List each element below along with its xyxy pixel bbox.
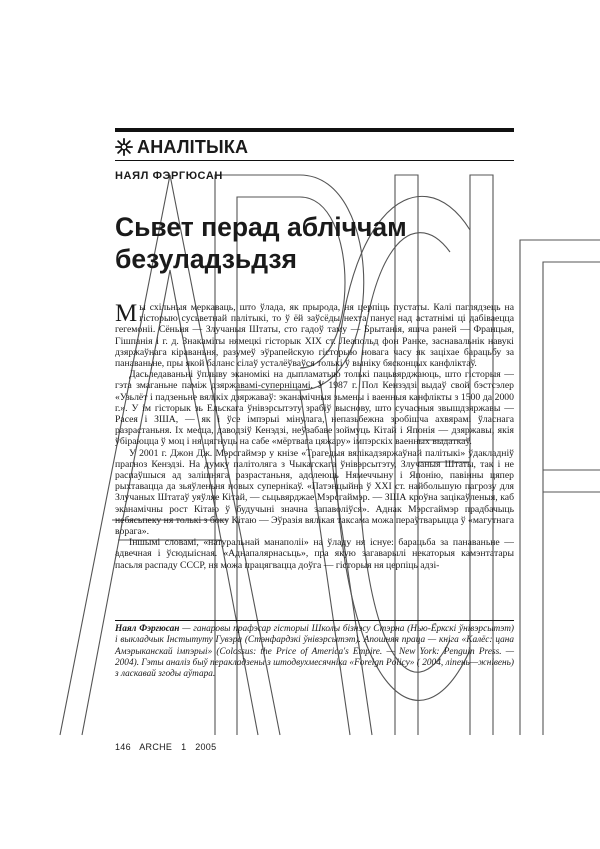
- author-footnote: [115, 624, 514, 680]
- body-paragraph-text: ы схільныя меркаваць, што ўлада, як прырода, ня церпіць пустаты. Калі паглядзець на гісторыю сусьветнай палітыкі, то ў ёй заўсёды нехта панує над астатнімі ці дабіваецца гегемоніі. Сёньня — Злучаныя Штаты, сто гадоў таму — Брытанія, яшча раней — Францыя, Гішпанія і г. д. Знакаміты нямецкі гісторык XIX ст. Леапольд фон Ранке, заснавальнік навукі дзяржаўнага кіраваньня, разумеў эўрапейскую гісторыю новага часу як заціхае барацьбу за панаваньне, пры якой баланс сілаў усталёўваўся толькі ў выніку бясконцых канфліктаў.: [115, 302, 514, 370]
- body-paragraph: Дасьледаваньні ўплыву эканомікі на дыпламатыю толькі пацьвярджаюць, што гісторыя — гэта змаганьне паміж дзяржавамі-суперніцамі. У 1987 г. Пол Кензэдзі выдаў свой бэстсэлер «Узьлёт і падзеньне вялікіх дзяржаваў: эканамічныя зьмены і ваенныя канфлікты з 1500 да 2000 г.». У ім гісторык зь Ельскага ўнівэрсытэту зрабіў выснову, што сучасныя звышдзяржавы — Расея і ЗША, — як і ўсе імпэрыі мінулага, непазьбежна зробішча ахвярамі ўласнага разрастаньня. Іх месца, даводзіў Кенэдзі, неўзабаве зоймуць Кітай і Японія — дзяржавы, якія ўбіраюцца ў моц і ня цягнуць на сабе «мёртвага цяжару» імпэрскіх ваенных выдаткаў.: [115, 369, 514, 448]
- footnote-author: Наял Фэргюсан: [115, 624, 180, 634]
- journal-name: ARCHE: [139, 742, 173, 752]
- article-title-line: безуладзьдзя: [115, 244, 297, 274]
- footnote-divider: [115, 620, 514, 621]
- page-number: 146: [115, 742, 131, 752]
- body-paragraph: У 2001 г. Джон Дж. Мэрсгаймэр у кнізе «Трагедыя вялікадзяржаўнай палітыкі» ўдакладніў прагноз Кенэдзі. На думку палітоляга з Чыкагскага ўнівэрсытэту, Злучаныя Штаты, так і не распаўшыся ад залішняга разрастаньня, адолеюць Нямеччыну і Японію, павінны цяпер рыхтавацца да зьяўленьня новых супернікаў. «Патэнцыйна ў XXI ст. найбольшую пагрозу для Злучаных Штатаў уяўляе Кітай, — сьцьвярджае Мэрсгаймэр. — ЗША кроўна зацікаўленыя, каб эканамічны рост Кітаю ў будучыні значна запаволіўся». Аднак Мэрсгаймэр прадбачыць небясьпеку ня толькі з боку Кітаю — Эўразія вялікая таксама можа пераўтварыцца ў «магутнага ворага».: [115, 447, 514, 538]
- top-rule: [115, 128, 514, 132]
- section-header: [115, 136, 514, 158]
- article-title: [115, 211, 514, 275]
- article-title-line: Сьвет перад абліччам: [115, 212, 407, 242]
- article-author: НАЯЛ ФЭРГЮСАН: [115, 170, 223, 182]
- body-paragraph: [115, 302, 514, 369]
- issue-number: 1: [181, 742, 187, 752]
- footnote-text: — ганаровы прафэсар гісторыі Школы бізнэсу Стэрна (Нью-Ёркскі ўнівэрсытэт) і выкладчык Інстытуту Гувэра (Стэнфардзкі ўнівэрсытэт). Апошняя праца — кніга «Калёс: цана Амэрыканскай імпэрыі» (Colossus: the Price of America's Empire. — New York: Penguin Press. — 2004). Гэты аналіз быў перакладзены з штодвухмесячніка «Foreign Policy» ( 2004, ліпень—жнівень) з ласкавай згоды аўтара.: [115, 624, 515, 680]
- issue-year: 2005: [195, 742, 217, 752]
- section-title: АНАЛІТЫКА: [137, 136, 249, 157]
- body-paragraph: Іншымі словамі, «натуральнай манаполіі» на ўладу ня існуе: барацьба за панаваньне — адвечная і ўсюдыісная. «Аднапалярнасьць», пра якую загаварылі некаторыя камэнтатары пасьля распаду СССР, ня можа працягвацца доўга — гісторыя ня церпіць адзі-: [115, 537, 514, 571]
- drop-cap: М: [115, 300, 138, 327]
- article-body: [115, 302, 514, 571]
- sun-star-icon: [115, 138, 133, 156]
- section-divider: [115, 160, 514, 161]
- page-footer: [115, 742, 222, 752]
